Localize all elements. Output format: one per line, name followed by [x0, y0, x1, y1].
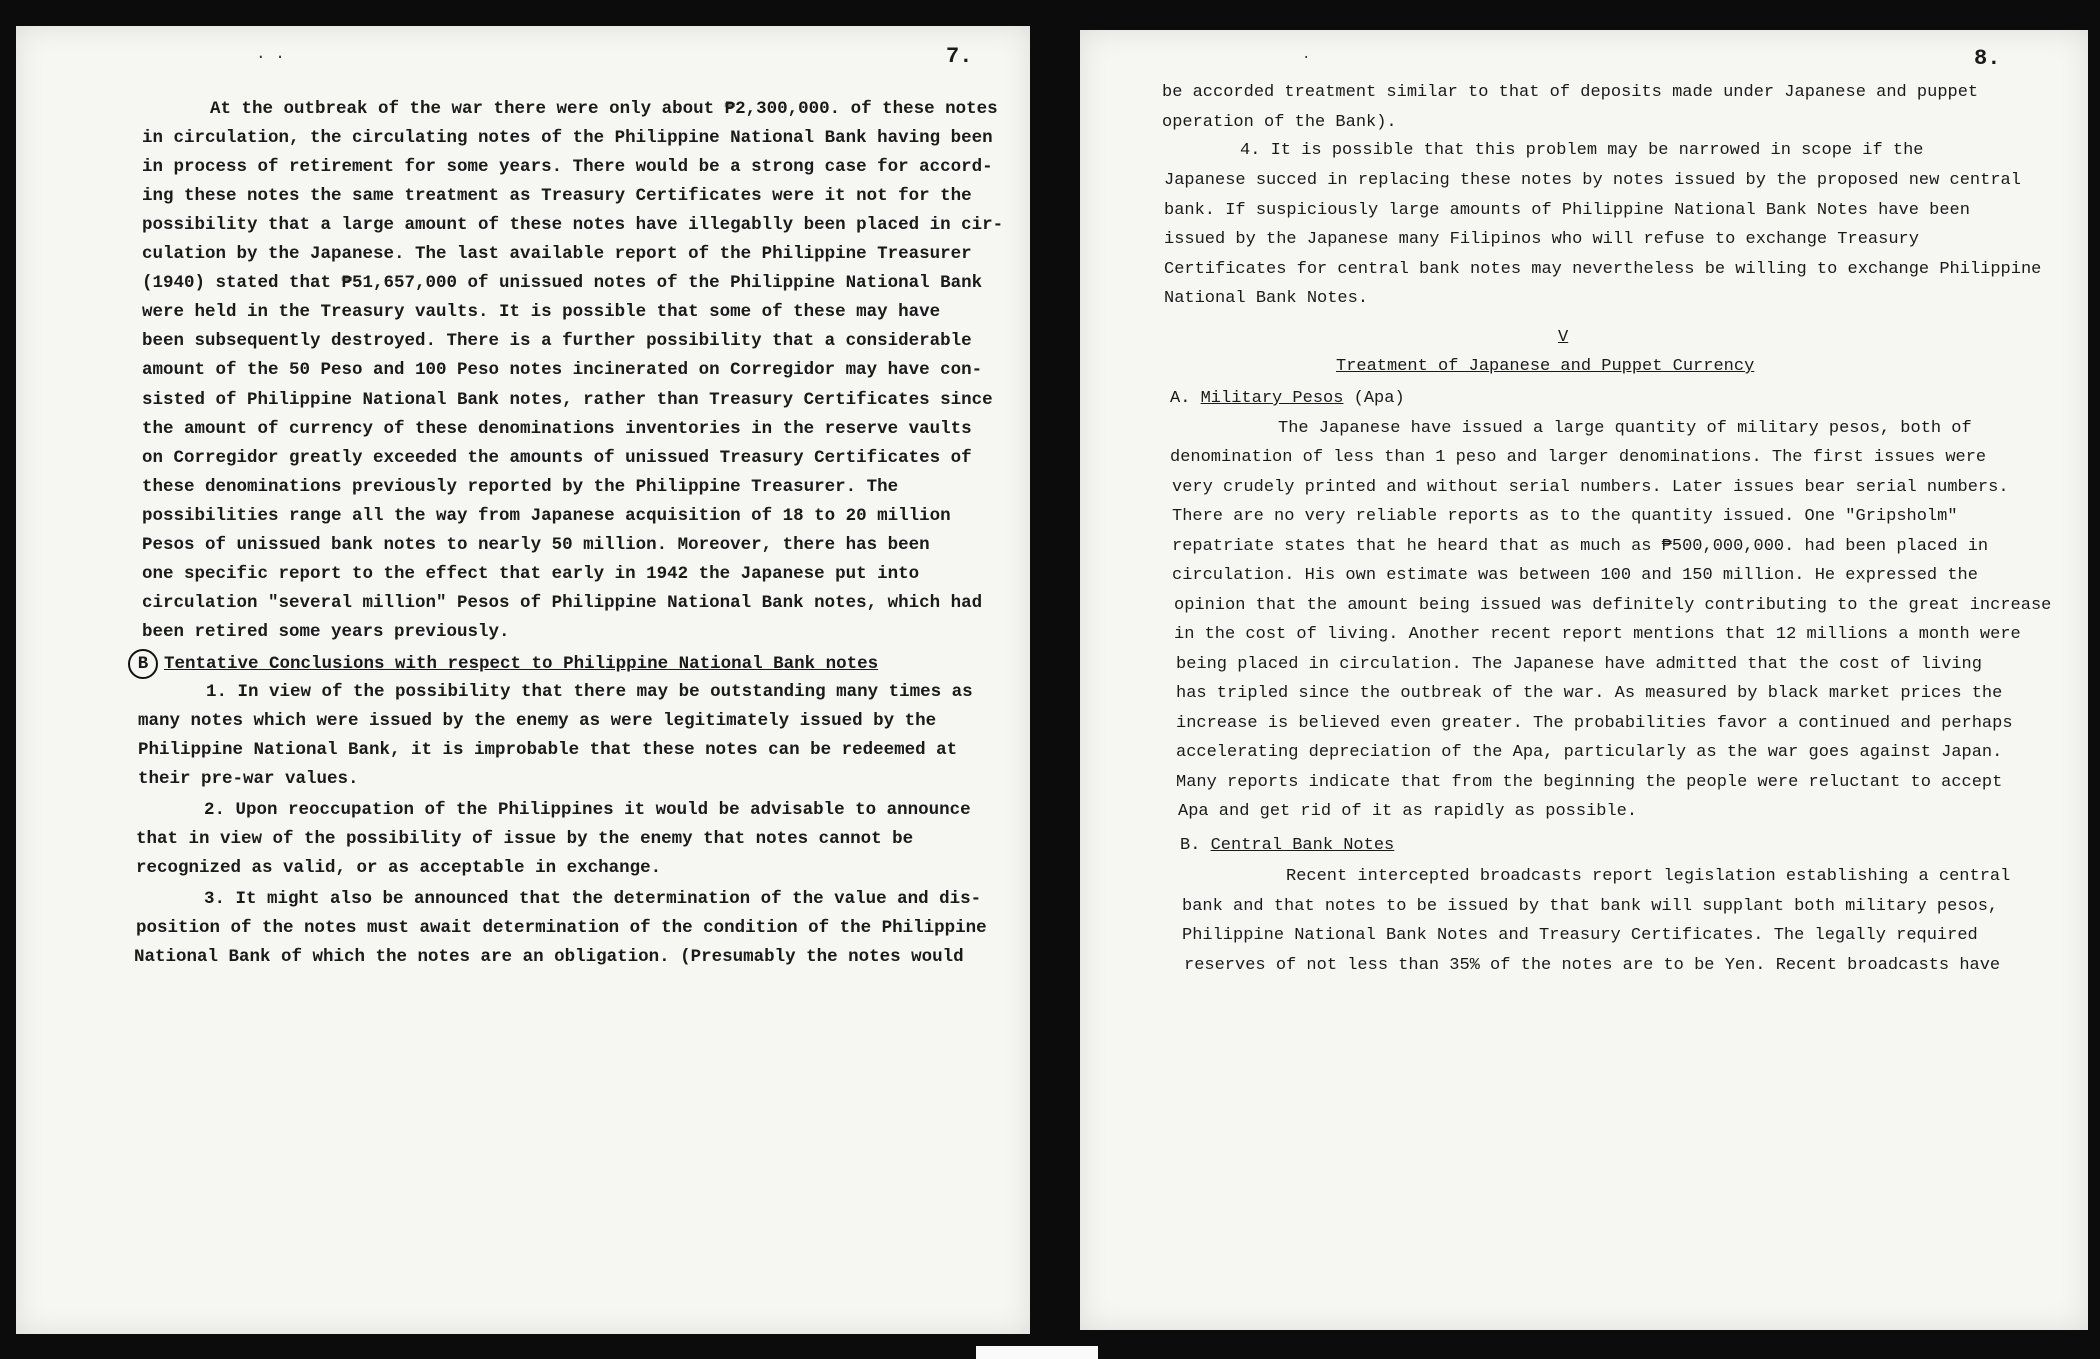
text-line: being placed in circulation. The Japanese have admitted that the cost of living — [1176, 655, 1982, 674]
text-line: bank. If suspiciously large amounts of Philippine National Bank Notes have been — [1164, 201, 1970, 220]
text-line: National Bank Notes. — [1164, 289, 1369, 308]
section-title: Treatment of Japanese and Puppet Currency — [1336, 357, 1755, 376]
text-line: bank and that notes to be issued by that bank will supplant both military pesos, — [1182, 897, 1999, 916]
text-line: 3. It might also be announced that the determination of the value and dis- — [204, 889, 982, 909]
text-line: amount of the 50 Peso and 100 Peso notes incinerated on Corregidor may have con- — [142, 360, 983, 380]
text-line: were held in the Treasury vaults. It is possible that some of these may have — [142, 302, 941, 322]
text-line: The Japanese have issued a large quantity of military pesos, both of — [1278, 419, 1972, 438]
subsection-a-letter: A. — [1170, 389, 1191, 408]
text-line: in process of retirement for some years. There would be a strong case for accord- — [142, 157, 993, 177]
document-page-8 — [1080, 30, 2088, 1330]
text-line: in circulation, the circulating notes of the Philippine National Bank having been — [142, 128, 993, 148]
text-line: in the cost of living. Another recent report mentions that 12 millions a month were — [1174, 625, 2021, 644]
subsection-a-suffix: (Apa) — [1353, 389, 1405, 408]
text-line: Many reports indicate that from the beginning the people were reluctant to accept — [1176, 773, 2003, 792]
text-line: the amount of currency of these denominations inventories in the reserve vaults — [142, 419, 972, 439]
text-line: many notes which were issued by the enemy as were legitimately issued by the — [138, 711, 937, 731]
section-b-title: Tentative Conclusions with respect to Philippine National Bank notes — [164, 654, 879, 674]
text-line: increase is believed even greater. The probabilities favor a continued and perhaps — [1176, 714, 2013, 733]
text-line: one specific report to the effect that early in 1942 the Japanese put into — [142, 564, 920, 584]
text-line: these denominations previously reported by the Philippine Treasurer. The — [142, 477, 899, 497]
scan-edge-tab — [976, 1346, 1098, 1359]
section-numeral: V — [1558, 328, 1569, 347]
section-b-circle: B — [128, 649, 158, 679]
text-line: sisted of Philippine National Bank notes, rather than Treasury Certificates since — [142, 390, 993, 410]
subsection-b-letter: B. — [1180, 836, 1201, 855]
text-line: ing these notes the same treatment as Treasury Certificates were it not for the — [142, 186, 972, 206]
text-line: been retired some years previously. — [142, 622, 510, 642]
subsection-a-title: Military Pesos — [1200, 389, 1344, 408]
text-line: Philippine National Bank, it is improbable that these notes can be redeemed at — [138, 740, 958, 760]
text-line: issued by the Japanese many Filipinos who will refuse to exchange Treasury — [1164, 230, 1919, 249]
text-line: 1. In view of the possibility that there may be outstanding many times as — [206, 682, 973, 702]
page-number: 7. — [946, 44, 973, 69]
text-line: opinion that the amount being issued was definitely contributing to the great increase — [1174, 596, 2052, 615]
text-line: has tripled since the outbreak of the war. As measured by black market prices the — [1176, 684, 2003, 703]
text-line: 4. It is possible that this problem may be narrowed in scope if the — [1240, 141, 1924, 160]
text-line: accelerating depreciation of the Apa, particularly as the war goes against Japan. — [1176, 743, 2003, 762]
text-line: their pre-war values. — [138, 769, 359, 789]
subsection-b-heading — [1180, 835, 1394, 857]
text-line: be accorded treatment similar to that of deposits made under Japanese and puppet — [1162, 83, 1979, 102]
text-line: National Bank of which the notes are an obligation. (Presumably the notes would — [134, 947, 964, 967]
text-line: circulation "several million" Pesos of Philippine National Bank notes, which had — [142, 593, 983, 613]
text-line: that in view of the possibility of issue by the enemy that notes cannot be — [136, 829, 914, 849]
text-line: At the outbreak of the war there were only about ₱2,300,000. of these notes — [210, 99, 998, 119]
text-line: Philippine National Bank Notes and Treasury Certificates. The legally required — [1182, 926, 1978, 945]
subsection-b-title: Central Bank Notes — [1210, 836, 1395, 855]
text-line: possibility that a large amount of these notes have illegablly been placed in cir- — [142, 215, 1004, 235]
corner-marks: · · — [256, 48, 285, 66]
text-line: Certificates for central bank notes may nevertheless be willing to exchange Philippine — [1164, 260, 2042, 279]
text-line: Recent intercepted broadcasts report legislation establishing a central — [1286, 867, 2011, 886]
document-page-7 — [16, 26, 1030, 1334]
text-line: There are no very reliable reports as to the quantity issued. One "Gripsholm" — [1172, 507, 1958, 526]
text-line: circulation. His own estimate was between 100 and 150 million. He expressed the — [1172, 566, 1978, 585]
text-line: recognized as valid, or as acceptable in exchange. — [136, 858, 662, 878]
text-line: reserves of not less than 35% of the notes are to be Yen. Recent broadcasts have — [1184, 956, 2001, 975]
text-line: been subsequently destroyed. There is a further possibility that a considerable — [142, 331, 972, 351]
text-line: denomination of less than 1 peso and larger denominations. The first issues were — [1170, 448, 1987, 467]
text-line: (1940) stated that ₱51,657,000 of unissued notes of the Philippine National Bank — [142, 273, 983, 293]
text-line: Pesos of unissued bank notes to nearly 50 million. Moreover, there has been — [142, 535, 930, 555]
corner-mark: · — [1302, 50, 1311, 66]
text-line: very crudely printed and without serial numbers. Later issues bear serial numbers. — [1172, 478, 2009, 497]
text-line: possibilities range all the way from Japanese acquisition of 18 to 20 million — [142, 506, 951, 526]
text-line: Apa and get rid of it as rapidly as possible. — [1178, 802, 1638, 821]
text-line: 2. Upon reoccupation of the Philippines it would be advisable to announce — [204, 800, 971, 820]
text-line: repatriate states that he heard that as much as ₱500,000,000. had been placed in — [1172, 537, 1989, 556]
text-line: Japanese succed in replacing these notes by notes issued by the proposed new central — [1164, 171, 2021, 190]
section-b-heading — [128, 649, 878, 679]
text-line: operation of the Bank). — [1162, 113, 1397, 132]
text-line: on Corregidor greatly exceeded the amounts of unissued Treasury Certificates of — [142, 448, 972, 468]
text-line: position of the notes must await determination of the condition of the Philippine — [136, 918, 987, 938]
page-number: 8. — [1974, 46, 2001, 71]
text-line: culation by the Japanese. The last available report of the Philippine Treasurer — [142, 244, 972, 264]
subsection-a-heading — [1170, 388, 1405, 410]
